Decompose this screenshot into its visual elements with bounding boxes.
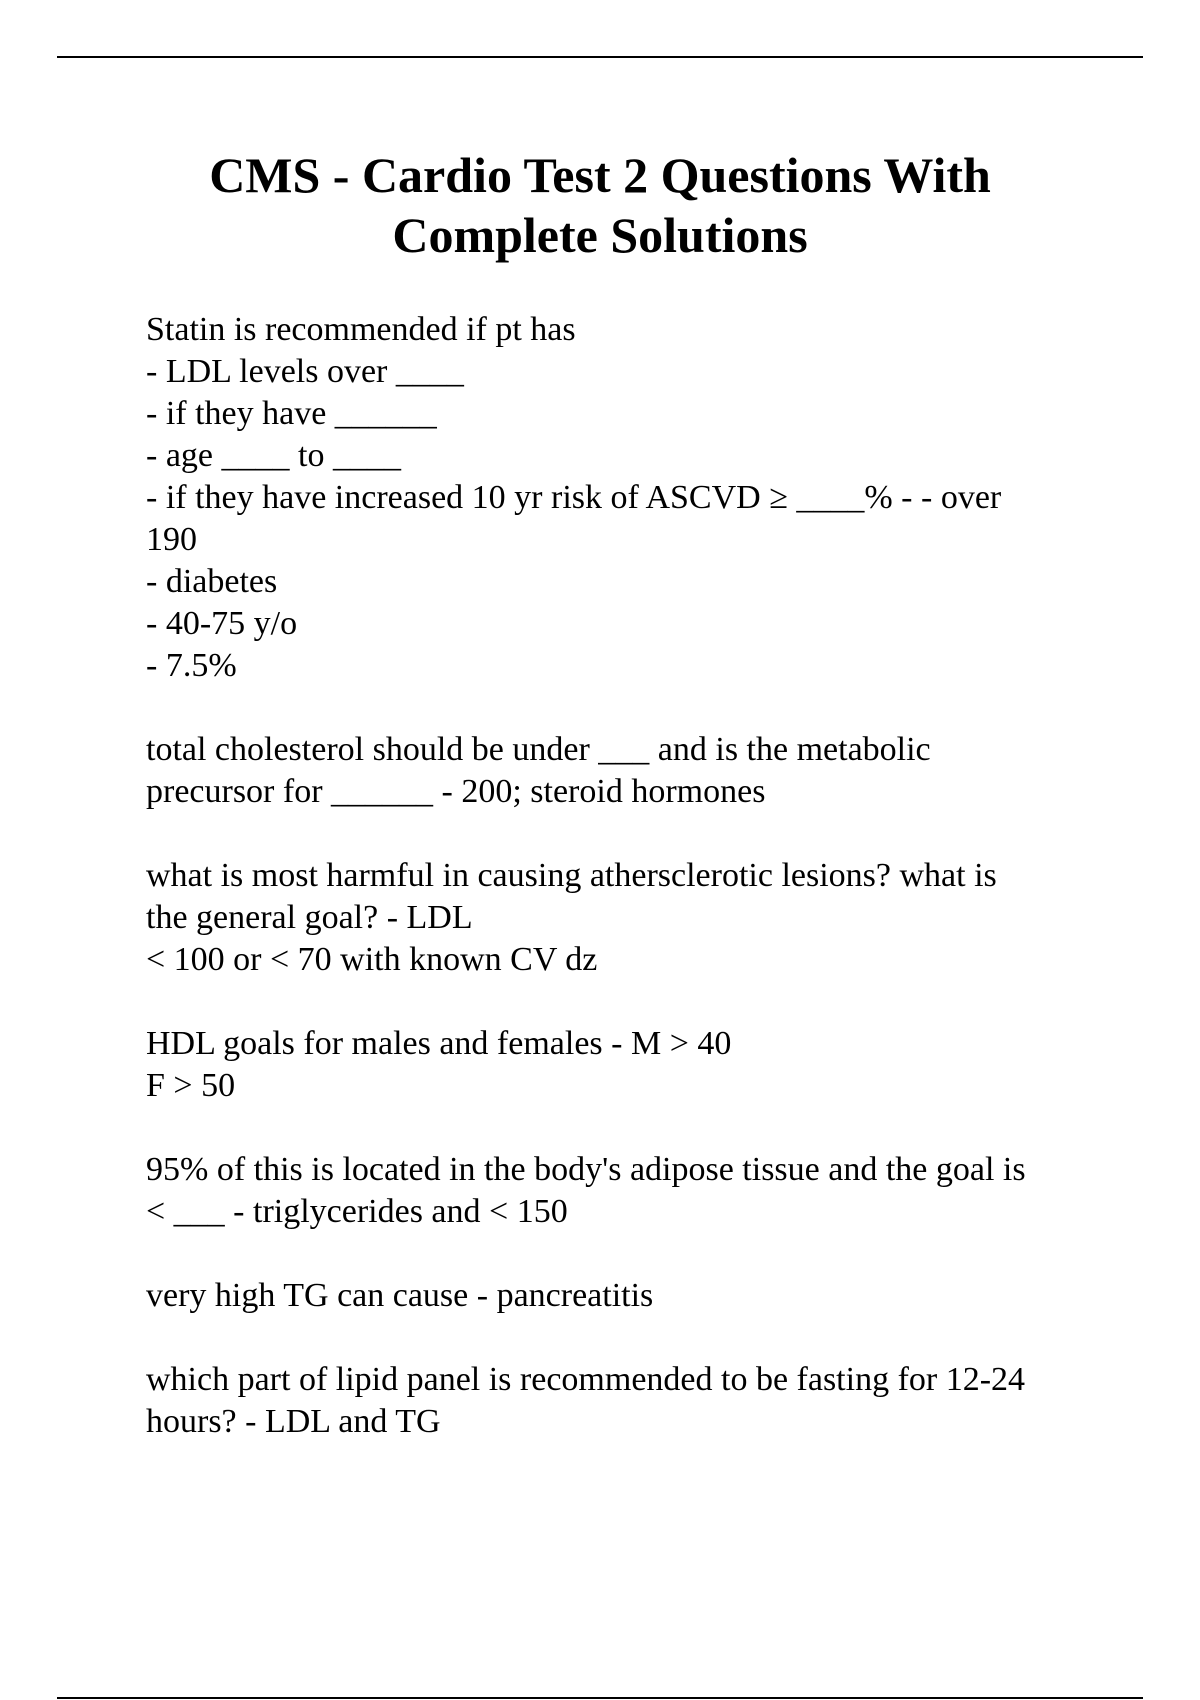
- qa-line: - LDL levels over ____: [146, 353, 464, 390]
- qa-line: < ___ - triglycerides and < 150: [146, 1193, 568, 1230]
- document-body: [146, 309, 1106, 1485]
- qa-line: - 7.5%: [146, 647, 237, 684]
- qa-item-ldl: [146, 855, 1106, 981]
- qa-line: what is most harmful in causing athersclerotic lesions? what is: [146, 857, 997, 894]
- qa-line: very high TG can cause - pancreatitis: [146, 1277, 654, 1314]
- qa-line: - if they have increased 10 yr risk of ASCVD ≥ ____% - - over: [146, 479, 1002, 516]
- header-rule: [57, 56, 1143, 58]
- qa-line: total cholesterol should be under ___ and is the metabolic: [146, 731, 931, 768]
- qa-item-high-tg: [146, 1275, 1106, 1317]
- qa-line: HDL goals for males and females - M > 40: [146, 1025, 732, 1062]
- qa-line: - if they have ______: [146, 395, 437, 432]
- qa-line: < 100 or < 70 with known CV dz: [146, 941, 598, 978]
- qa-item-total-cholesterol: [146, 729, 1106, 813]
- qa-line: F > 50: [146, 1067, 236, 1104]
- qa-item-triglycerides: [146, 1149, 1106, 1233]
- qa-item-fasting: [146, 1359, 1106, 1443]
- document-title-line: Complete Solutions: [392, 207, 808, 263]
- qa-line: Statin is recommended if pt has: [146, 311, 576, 348]
- footer-rule: [57, 1697, 1143, 1699]
- qa-line: - diabetes: [146, 563, 278, 600]
- qa-line: - age ____ to ____: [146, 437, 401, 474]
- document-title: [100, 145, 1100, 265]
- qa-line: which part of lipid panel is recommended to be fasting for 12-24: [146, 1361, 1026, 1398]
- qa-line: hours? - LDL and TG: [146, 1403, 441, 1440]
- qa-line: precursor for ______ - 200; steroid hormones: [146, 773, 766, 810]
- qa-line: the general goal? - LDL: [146, 899, 473, 936]
- qa-item-statin: [146, 309, 1106, 687]
- qa-line: 95% of this is located in the body's adipose tissue and the goal is: [146, 1151, 1026, 1188]
- qa-line: - 40-75 y/o: [146, 605, 298, 642]
- qa-item-hdl: [146, 1023, 1106, 1107]
- document-title-line: CMS - Cardio Test 2 Questions With: [209, 147, 991, 203]
- qa-line: 190: [146, 521, 197, 558]
